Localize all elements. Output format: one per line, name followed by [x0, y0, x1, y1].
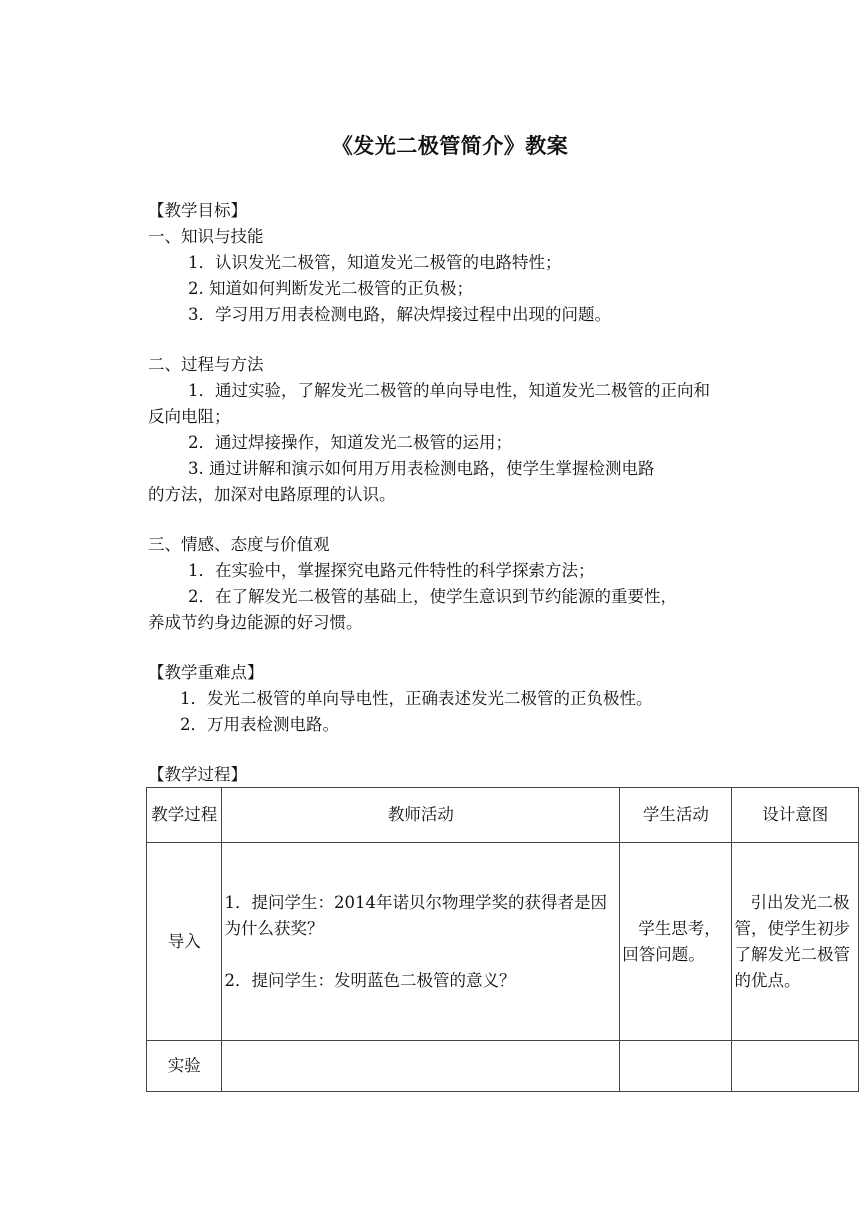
table-header-row	[147, 788, 859, 843]
header-intent: 设计意图	[732, 788, 859, 843]
section2-item-3-line-2: 的方法，加深对电路原理的认识。	[148, 485, 396, 504]
table-row	[147, 1041, 859, 1092]
section3-item-2-line-1: 2．在了解发光二极管的基础上，使学生意识到节约能源的重要性，	[188, 587, 677, 606]
section1-heading: 一、知识与技能	[148, 227, 264, 246]
header-teacher: 教师活动	[222, 788, 620, 843]
key-point-2: 2．万用表检测电路。	[180, 715, 339, 734]
section3-item-1: 1．在实验中，掌握探究电路元件特性的科学探索方法；	[188, 561, 595, 580]
design-intent-cell: 引出发光二极管，使学生初步了解发光二极管的优点。	[732, 843, 859, 1041]
section2-item-2: 2．通过焊接操作，知道发光二极管的运用；	[188, 433, 512, 452]
stage-cell: 实验	[147, 1041, 222, 1092]
section2-heading: 二、过程与方法	[148, 355, 264, 374]
table-row	[147, 843, 859, 1041]
document-title: 《发光二极管简介》教案	[331, 133, 569, 158]
key-point-1: 1．发光二极管的单向导电性，正确表述发光二极管的正负极性。	[180, 689, 653, 708]
process-heading: 【教学过程】	[148, 765, 247, 784]
header-student: 学生活动	[620, 788, 732, 843]
student-activity-cell	[620, 1041, 732, 1092]
design-intent-cell	[732, 1041, 859, 1092]
student-activity-cell: 学生思考，回答问题。	[620, 843, 732, 1041]
section1-item-3: 3．学习用万用表检测电路，解决焊接过程中出现的问题。	[188, 305, 611, 324]
teacher-activity-cell	[222, 1041, 620, 1092]
key-points-heading: 【教学重难点】	[148, 663, 264, 682]
section2-item-1-line-1: 1．通过实验，了解发光二极管的单向导电性，知道发光二极管的正向和	[188, 381, 710, 400]
stage-cell: 导入	[147, 843, 222, 1041]
teacher-activity-1: 1．提问学生：2014年诺贝尔物理学奖的获得者是因为什么获奖？	[224, 892, 607, 938]
goals-heading: 【教学目标】	[148, 201, 247, 220]
section1-item-2: 2. 知道如何判断发光二极管的正负极；	[188, 279, 473, 298]
section2-item-1-line-2: 反向电阻；	[148, 407, 231, 426]
process-table	[146, 787, 859, 1092]
header-stage: 教学过程	[147, 788, 222, 843]
section1-item-1: 1．认识发光二极管，知道发光二极管的电路特性；	[188, 253, 562, 272]
teacher-activity-2: 2．提问学生：发明蓝色二极管的意义？	[224, 970, 516, 990]
section3-item-2-line-2: 养成节约身边能源的好习惯。	[148, 613, 363, 632]
section2-item-3-line-1: 3. 通过讲解和演示如何用万用表检测电路，使学生掌握检测电路	[188, 459, 655, 478]
teacher-activity-cell	[222, 843, 620, 1041]
section3-heading: 三、情感、态度与价值观	[148, 535, 330, 554]
